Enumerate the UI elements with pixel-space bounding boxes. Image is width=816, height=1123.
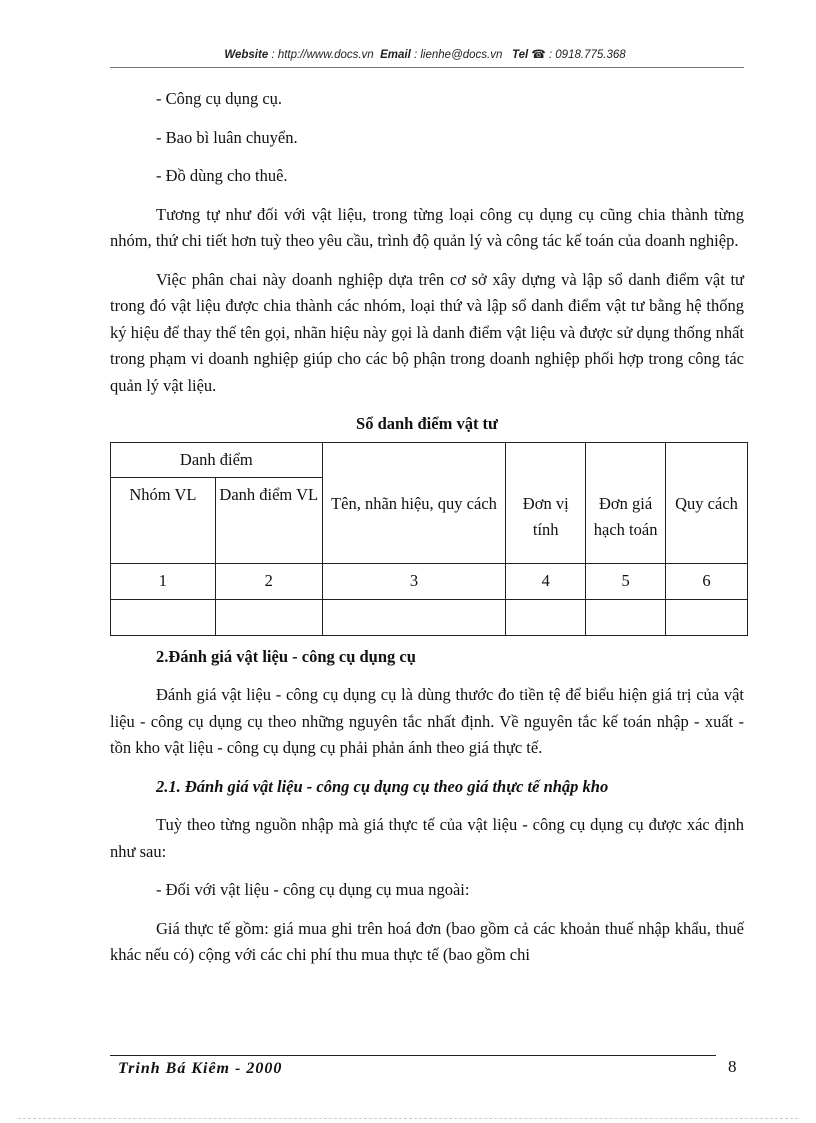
- section-2-heading: 2.Đánh giá vật liệu - công cụ dụng cụ: [156, 646, 416, 666]
- header-group-vl: Nhóm VL: [111, 478, 216, 564]
- col-number: 2: [215, 564, 322, 600]
- empty-cell: [322, 599, 506, 635]
- header-name-spec-label: Tên, nhãn hiệu, quy cách: [331, 493, 497, 513]
- table-number-row: [111, 564, 748, 600]
- document-body: [110, 86, 744, 981]
- bullet-packaging: - Bao bì luân chuyển.: [156, 127, 298, 147]
- header-danh-diem: Danh điểm: [111, 442, 323, 478]
- paragraph-3: Đánh giá vật liệu - công cụ dụng cụ là dùng thước đo tiền tệ để biểu hiện giá trị của vật liệu - công cụ dụng cụ theo những nguyên tắc nhất định. Về nguyên tắc kế toán nhập - xuất - tồn kho vật liệu - công cụ dụng cụ phải phản ánh theo giá thực tế.: [110, 685, 744, 757]
- page-edge-line: [18, 1118, 798, 1119]
- header-unit-price: [586, 442, 666, 564]
- col-number: 4: [506, 564, 586, 600]
- header-divider: [110, 67, 744, 68]
- section-2-1-heading: 2.1. Đánh giá vật liệu - công cụ dụng cụ theo giá thực tế nhập kho: [156, 776, 609, 796]
- empty-cell: [111, 599, 216, 635]
- page-header: [110, 47, 740, 61]
- empty-cell: [215, 599, 322, 635]
- col-number: 3: [322, 564, 506, 600]
- empty-cell: [666, 599, 748, 635]
- footer-divider: [110, 1055, 716, 1056]
- paragraph-2: Việc phân chai này doanh nghiệp dựa trên cơ sở xây dựng và lập sổ danh điểm vật tư trong đó vật liệu được chia thành các nhóm, loại thứ và lập sổ danh điểm vật tư bằng hệ thống ký hiệu để thay thế tên gọi, nhãn hiệu này gọi là danh điểm vật liệu và được sử dụng thống nhất trong phạm vi doanh nghiệp giúp cho các bộ phận trong doanh nghiệp phối hợp trong công tác quản lý vật liệu.: [110, 269, 744, 395]
- header-unit-price-label: Đơn giá hạch toán: [593, 493, 658, 539]
- footer-author: Trinh Bá Kiêm - 2000: [118, 1060, 283, 1077]
- col-number: 1: [111, 564, 216, 600]
- header-unit: [506, 442, 586, 564]
- table-empty-row: [111, 599, 748, 635]
- tel-value: : 0918.775.368: [548, 49, 626, 61]
- email-value: : lienhe@docs.vn: [413, 49, 503, 61]
- table-header-row-1: [111, 442, 748, 478]
- bullet-rentals: - Đồ dùng cho thuê.: [156, 166, 288, 185]
- website-label: Website: [224, 49, 269, 61]
- bullet-purchase: - Đối với vật liệu - công cụ dụng cụ mua ngoài:: [156, 880, 470, 899]
- header-spec: [666, 442, 748, 564]
- header-spec-label: Quy cách: [675, 493, 738, 513]
- website-value: : http://www.docs.vn: [271, 49, 374, 61]
- paragraph-4: Tuỳ theo từng nguồn nhập mà giá thực tế của vật liệu - công cụ dụng cụ được xác định như sau:: [110, 815, 744, 861]
- header-unit-label: Đơn vị tính: [522, 493, 569, 539]
- email-label: Email: [380, 49, 411, 61]
- header-code-vl: Danh điểm VL: [215, 478, 322, 564]
- empty-cell: [506, 599, 586, 635]
- col-number: 5: [586, 564, 666, 600]
- page-number: 8: [728, 1057, 737, 1076]
- table-title: Sổ danh điểm vật tư: [356, 414, 498, 433]
- paragraph-5: Giá thực tế gồm: giá mua ghi trên hoá đơn (bao gồm cả các khoản thuế nhập khẩu, thuế khác nếu có) cộng với các chi phí thu mua thực tế (bao gồm chi: [110, 918, 744, 964]
- tel-label: Tel ☎: [511, 49, 546, 61]
- material-catalog-table: [110, 442, 748, 636]
- empty-cell: [586, 599, 666, 635]
- header-name-spec: [322, 442, 506, 564]
- col-number: 6: [666, 564, 748, 600]
- paragraph-1: Tương tự như đối với vật liệu, trong từng loại công cụ dụng cụ cũng chia thành từng nhóm, thứ chi tiết hơn tuỳ theo yêu cầu, trình độ quản lý và công tác kế toán của doanh nghiệp.: [110, 204, 744, 250]
- bullet-tools: - Công cụ dụng cụ.: [156, 89, 283, 108]
